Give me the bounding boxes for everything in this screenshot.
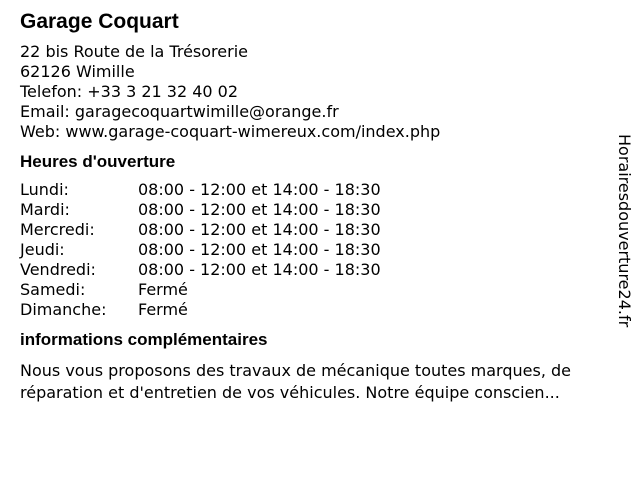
- day-label: Jeudi:: [20, 240, 65, 259]
- hours-heading: Heures d'ouverture: [20, 152, 176, 171]
- day-hours: Fermé: [138, 300, 188, 319]
- business-name: Garage Coquart: [20, 10, 179, 33]
- day-label: Mardi:: [20, 200, 70, 219]
- day-label: Lundi:: [20, 180, 69, 199]
- hours-row-friday: [20, 260, 605, 280]
- info-description: Nous vous proposons des travaux de mécanique toutes marques, de réparation et d'entretien de vos véhicules. Notre équipe conscien...: [20, 361, 571, 402]
- day-hours: Fermé: [138, 280, 188, 299]
- day-label: Samedi:: [20, 280, 86, 299]
- web-line: Web: www.garage-coquart-wimereux.com/index.php: [20, 122, 441, 141]
- contact-block: [20, 42, 605, 142]
- day-hours: 08:00 - 12:00 et 14:00 - 18:30: [138, 260, 381, 279]
- hours-row-tuesday: [20, 200, 605, 220]
- site-watermark: Horairesdouverture24.fr: [615, 134, 634, 328]
- day-hours: 08:00 - 12:00 et 14:00 - 18:30: [138, 240, 381, 259]
- day-hours: 08:00 - 12:00 et 14:00 - 18:30: [138, 200, 381, 219]
- day-hours: 08:00 - 12:00 et 14:00 - 18:30: [138, 220, 381, 239]
- hours-table: [20, 180, 605, 320]
- hours-row-thursday: [20, 240, 605, 260]
- address-city: 62126 Wimille: [20, 62, 135, 81]
- day-hours: 08:00 - 12:00 et 14:00 - 18:30: [138, 180, 381, 199]
- hours-row-monday: [20, 180, 605, 200]
- phone-line: Telefon: +33 3 21 32 40 02: [20, 82, 239, 101]
- info-heading: informations complémentaires: [20, 330, 268, 349]
- day-label: Dimanche:: [20, 300, 107, 319]
- hours-row-wednesday: [20, 220, 605, 240]
- hours-row-saturday: [20, 280, 605, 300]
- day-label: Mercredi:: [20, 220, 95, 239]
- day-label: Vendredi:: [20, 260, 96, 279]
- business-card: [20, 8, 605, 404]
- hours-row-sunday: [20, 300, 605, 320]
- email-line: Email: garagecoquartwimille@orange.fr: [20, 102, 339, 121]
- address-street: 22 bis Route de la Trésorerie: [20, 42, 248, 61]
